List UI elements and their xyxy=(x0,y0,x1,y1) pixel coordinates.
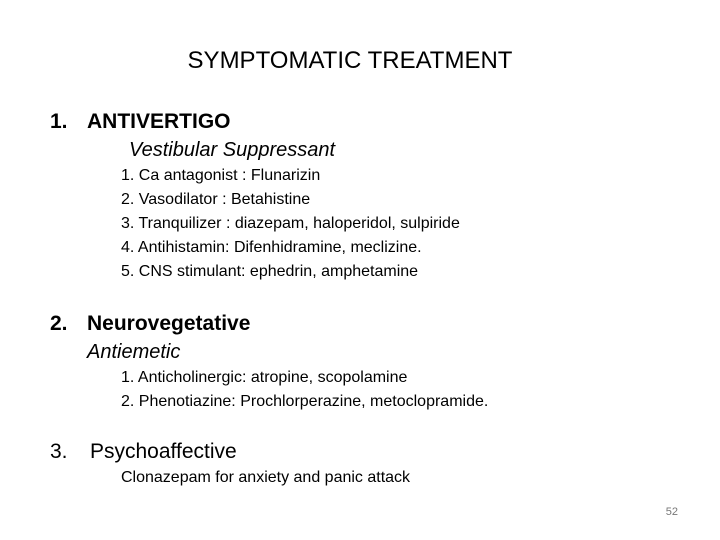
list-item: 3. Tranquilizer : diazepam, haloperidol, sulpiride xyxy=(121,215,460,232)
section-1-title: ANTIVERTIGO xyxy=(87,110,231,133)
section-3-list xyxy=(121,466,410,490)
list-item: 4. Antihistamin: Difenhidramine, meclizine. xyxy=(121,239,422,256)
list-item: 5. CNS stimulant: ephedrin, amphetamine xyxy=(121,263,419,280)
section-2-number: 2. xyxy=(50,312,68,335)
section-1-number: 1. xyxy=(50,110,68,133)
section-2-heading xyxy=(50,311,250,337)
section-2-title: Neurovegetative xyxy=(87,312,251,335)
list-item: 2. Vasodilator : Betahistine xyxy=(121,191,311,208)
section-1-subheading: Vestibular Suppressant xyxy=(129,139,336,161)
slide-title: SYMPTOMATIC TREATMENT xyxy=(187,47,513,74)
section-3-title: Psychoaffective xyxy=(90,440,237,463)
section-2-subheading: Antiemetic xyxy=(87,341,181,363)
section-3-heading xyxy=(50,439,237,465)
list-item: 2. Phenotiazine: Prochlorperazine, metoclopramide. xyxy=(121,393,489,410)
section-2-list xyxy=(121,366,488,414)
list-item: Clonazepam for anxiety and panic attack xyxy=(121,469,411,486)
page-number: 52 xyxy=(665,506,678,518)
list-item: 1. Anticholinergic: atropine, scopolamine xyxy=(121,369,408,386)
section-1-heading xyxy=(50,109,231,135)
section-3-number: 3. xyxy=(50,440,68,463)
section-1-list xyxy=(121,164,460,284)
list-item: 1. Ca antagonist : Flunarizin xyxy=(121,167,321,184)
